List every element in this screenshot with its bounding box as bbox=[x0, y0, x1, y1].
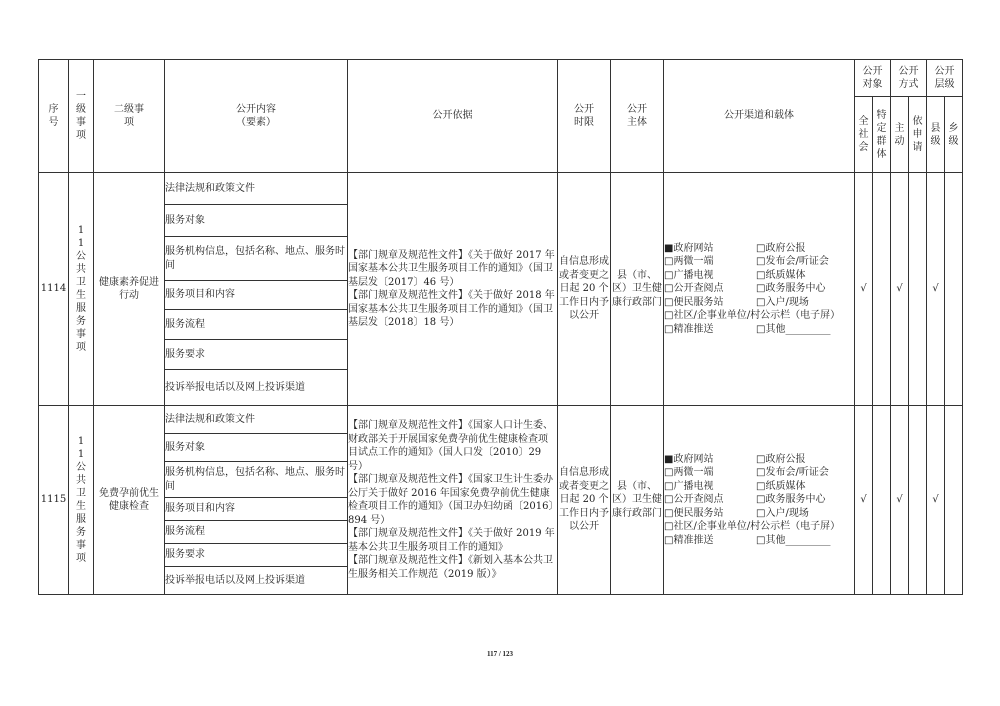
table-row bbox=[39, 406, 963, 434]
header-level-group: 公开层级 bbox=[927, 60, 963, 97]
channel-option: □纸质媒体 bbox=[756, 269, 806, 281]
channel-option: □发布会/听证会 bbox=[756, 467, 829, 479]
check-township bbox=[945, 406, 963, 595]
header-seq: 序号 bbox=[39, 60, 69, 173]
row-level1: 11公共卫生服务事项 bbox=[69, 406, 94, 595]
content-item: 法律法规和政策文件 bbox=[165, 173, 348, 205]
disclosure-table bbox=[38, 59, 963, 595]
row-seq: 1114 bbox=[39, 173, 69, 406]
check-specific-group bbox=[873, 173, 891, 406]
content-item: 服务机构信息，包括名称、地点、服务时间 bbox=[165, 237, 348, 281]
row-time-limit: 自信息形成或者变更之日起 20 个工作日内予以公开 bbox=[558, 173, 611, 406]
row-subject: 县（市、区）卫生健康行政部门 bbox=[611, 406, 664, 595]
check-all-society: √ bbox=[855, 173, 873, 406]
channel-option: ■政府网站 bbox=[664, 453, 714, 465]
header-county: 县级 bbox=[927, 97, 945, 173]
channel-option: □公开查阅点 bbox=[664, 283, 724, 295]
header-object-group: 公开对象 bbox=[855, 60, 891, 97]
basis-entry: 【部门规章及规范性文件】《国家卫生计生委办公厅关于做好 2016 年国家免费孕前优生健康检查项目工作的通知》（国卫办妇幼函〔2016〕894 号） bbox=[348, 474, 554, 526]
channel-option: □政务服务中心 bbox=[756, 283, 826, 295]
channel-option: □其他_________ bbox=[756, 323, 831, 335]
check-county: √ bbox=[927, 173, 945, 406]
header-level2: 二级事项 bbox=[94, 60, 165, 173]
content-item: 投诉举报电话以及网上投诉渠道 bbox=[165, 567, 348, 595]
content-item: 服务对象 bbox=[165, 434, 348, 462]
basis-entry: 【部门规章及规范性文件】《关于做好 2017 年国家基本公共卫生服务项目工作的通知》（国卫基层发〔2017〕46 号） bbox=[348, 249, 555, 288]
channel-option: □广播电视 bbox=[664, 269, 714, 281]
row-subject: 县（市、区）卫生健康行政部门 bbox=[611, 173, 664, 406]
header-basis: 公开依据 bbox=[348, 60, 558, 173]
channel-option: □便民服务站 bbox=[664, 507, 724, 519]
content-item: 服务流程 bbox=[165, 310, 348, 340]
basis-entry: 【部门规章及规范性文件】《新划入基本公共卫生服务相关工作规范（2019 版）》 bbox=[348, 555, 553, 580]
channel-option: □社区/企事业单位/村公示栏（电子屏） bbox=[664, 521, 841, 533]
basis-entry: 【部门规章及规范性文件】《国家人口计生委、财政部关于开展国家免费孕前优生健康检查项目试点工作的通知》（国人口发〔2010〕29 号） bbox=[348, 420, 553, 472]
check-all-society: √ bbox=[855, 406, 873, 595]
channel-option: ■政府网站 bbox=[664, 242, 714, 254]
channel-option: □便民服务站 bbox=[664, 296, 724, 308]
channel-option: □两微一端 bbox=[664, 256, 714, 268]
content-item: 服务流程 bbox=[165, 521, 348, 544]
header-level1: 一级事项 bbox=[69, 60, 94, 173]
basis-entry: 【部门规章及规范性文件】《关于做好 2019 年基本公共卫生服务项目工作的通知》 bbox=[348, 528, 555, 553]
content-item: 服务项目和内容 bbox=[165, 281, 348, 310]
channel-option: □两微一端 bbox=[664, 467, 714, 479]
channel-option: □精准推送 bbox=[664, 323, 714, 335]
header-time-limit: 公开时限 bbox=[558, 60, 611, 173]
check-on-request bbox=[909, 173, 927, 406]
check-on-request bbox=[909, 406, 927, 595]
row-basis bbox=[348, 173, 558, 406]
table-row bbox=[39, 173, 963, 205]
header-specific-group: 特定群体 bbox=[873, 97, 891, 173]
channel-option: □社区/企事业单位/村公示栏（电子屏） bbox=[664, 310, 841, 322]
header-township: 乡级 bbox=[945, 97, 963, 173]
content-item: 投诉举报电话以及网上投诉渠道 bbox=[165, 370, 348, 406]
row-seq: 1115 bbox=[39, 406, 69, 595]
check-active: √ bbox=[891, 173, 909, 406]
page-number: 117 / 123 bbox=[486, 650, 514, 658]
channel-option: □其他_________ bbox=[756, 534, 831, 546]
row-basis bbox=[348, 406, 558, 595]
header-on-request: 依申请 bbox=[909, 97, 927, 173]
header-content: 公开内容 （要素） bbox=[165, 60, 348, 173]
header-channels: 公开渠道和载体 bbox=[664, 60, 855, 173]
content-item: 服务机构信息，包括名称、地点、服务时间 bbox=[165, 462, 348, 498]
header-active: 主动 bbox=[891, 97, 909, 173]
header-method-group: 公开方式 bbox=[891, 60, 927, 97]
channel-option: □发布会/听证会 bbox=[756, 256, 829, 268]
check-specific-group bbox=[873, 406, 891, 595]
content-item: 法律法规和政策文件 bbox=[165, 406, 348, 434]
content-item: 服务项目和内容 bbox=[165, 498, 348, 521]
channel-option: □政务服务中心 bbox=[756, 494, 826, 506]
basis-entry: 【部门规章及规范性文件】《关于做好 2018 年国家基本公共卫生服务项目工作的通知》（国卫基层发〔2018〕18 号） bbox=[348, 290, 555, 328]
content-item: 服务要求 bbox=[165, 544, 348, 567]
check-active: √ bbox=[891, 406, 909, 595]
content-item: 服务要求 bbox=[165, 340, 348, 370]
row-time-limit: 自信息形成或者变更之日起 20 个工作日内予以公开 bbox=[558, 406, 611, 595]
content-item: 服务对象 bbox=[165, 205, 348, 237]
channel-option: □公开查阅点 bbox=[664, 494, 724, 506]
header-all-society: 全社会 bbox=[855, 97, 873, 173]
channel-option: □政府公报 bbox=[756, 453, 806, 465]
channel-option: □精准推送 bbox=[664, 534, 714, 546]
check-county: √ bbox=[927, 406, 945, 595]
header-subject: 公开主体 bbox=[611, 60, 664, 173]
row-level2: 免费孕前优生健康检查 bbox=[94, 406, 165, 595]
channel-option: □广播电视 bbox=[664, 480, 714, 492]
channel-option: □入户/现场 bbox=[756, 296, 809, 308]
row-channels bbox=[664, 406, 855, 595]
channel-option: □入户/现场 bbox=[756, 507, 809, 519]
row-level2: 健康素养促进行动 bbox=[94, 173, 165, 406]
row-level1: 11公共卫生服务事项 bbox=[69, 173, 94, 406]
channel-option: □纸质媒体 bbox=[756, 480, 806, 492]
channel-option: □政府公报 bbox=[756, 242, 806, 254]
check-township bbox=[945, 173, 963, 406]
row-channels bbox=[664, 173, 855, 406]
